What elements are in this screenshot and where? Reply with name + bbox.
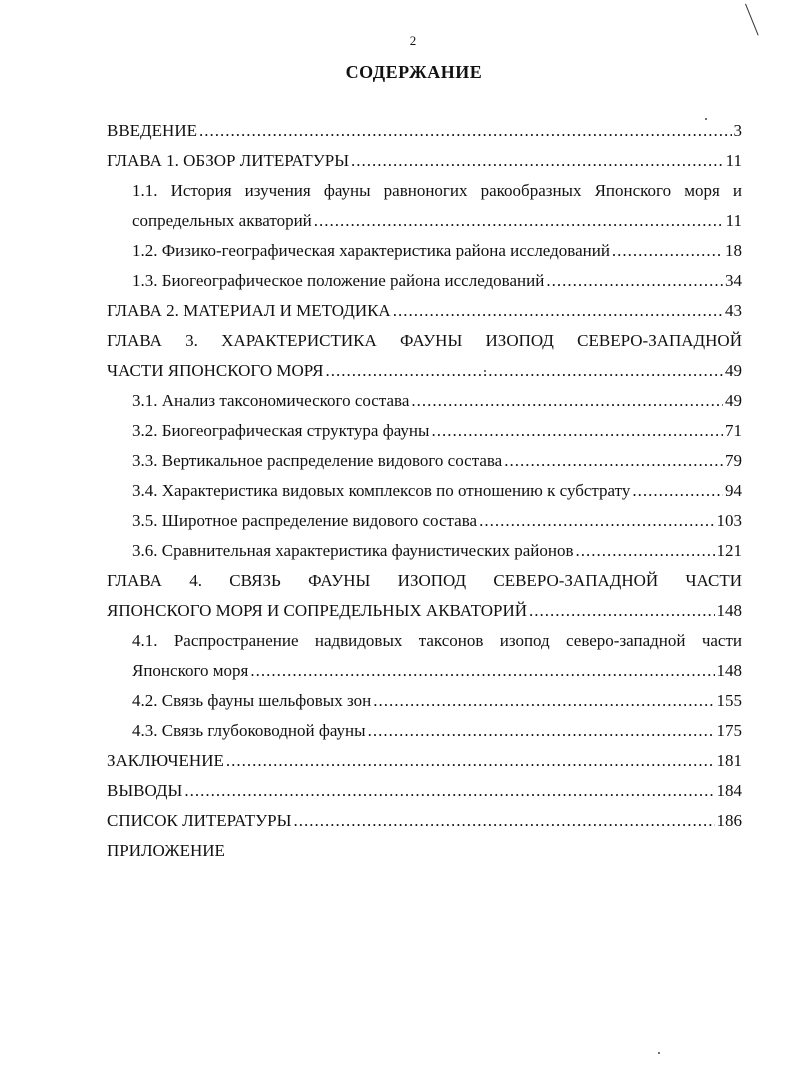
toc-page-number: 175 [716,721,742,740]
toc-entry [132,236,742,266]
toc-entry [132,476,742,506]
toc-entry-title: ЗАКЛЮЧЕНИЕ [107,751,224,770]
toc-entry [132,386,742,416]
toc-line [132,626,742,656]
toc-entry [132,716,742,746]
toc-leader-dots [411,386,723,416]
toc-entry-title: 4.1. Распространение надвидовых таксонов изопод северо-западной части [132,631,742,650]
toc-entry-title: ГЛАВА 2. МАТЕРИАЛ И МЕТОДИКА [107,301,391,320]
toc-page-number: 43 [725,301,742,320]
toc-line [107,116,742,146]
toc-page-number: 3 [733,121,742,140]
toc-entry-title: 3.6. Сравнительная характеристика фаунистических районов [132,541,574,560]
toc-entry [132,686,742,716]
toc-entry-title: 1.2. Физико-географическая характеристика района исследований [132,241,610,260]
toc-page-number: 11 [725,211,742,230]
toc-entry [132,506,742,536]
toc-entry-title: ВВЕДЕНИЕ [107,121,197,140]
toc-leader-dots [393,296,723,326]
toc-line [132,386,742,416]
toc-entry-title: 3.4. Характеристика видовых комплексов по отношению к субстрату [132,481,631,500]
toc-line [107,596,742,626]
toc-leader-dots [368,716,715,746]
toc-entry-title: 4.3. Связь глубоководной фауны [132,721,366,740]
toc-leader-dots [479,506,714,536]
toc-entry [107,806,742,836]
toc-leader-dots [325,356,723,386]
toc-leader-dots [199,116,732,146]
toc-page-number: 49 [725,361,742,380]
toc-entry [107,116,742,146]
toc-page-number: 94 [725,481,742,500]
toc-page-number: 184 [716,781,742,800]
toc-page-number: 11 [725,151,742,170]
toc-page-number: 71 [725,421,742,440]
toc-leader-dots [226,746,715,776]
toc-entry-title: 3.5. Широтное распределение видового состава [132,511,478,530]
toc-entry [132,446,742,476]
toc-page-number: 148 [716,601,742,620]
toc-line [132,716,742,746]
toc-leader-dots [250,656,714,686]
toc-line [107,746,742,776]
toc-entry-title: 3.2. Биогеографическая структура фауны [132,421,430,440]
toc-leader-dots [632,476,723,506]
toc-line [107,356,742,386]
toc-line [107,146,742,176]
table-of-contents [107,116,742,866]
toc-line [107,296,742,326]
toc-line [132,236,742,266]
toc-entry [107,566,742,626]
toc-entry [107,146,742,176]
toc-line [132,476,742,506]
toc-leader-dots [314,206,724,236]
toc-line [132,506,742,536]
page-number: 2 [409,33,417,48]
toc-entry-title: ВЫВОДЫ [107,781,183,800]
toc-line [132,416,742,446]
toc-entry [107,746,742,776]
toc-entry [107,296,742,326]
toc-entry-title: 3.1. Анализ таксономического состава [132,391,410,410]
toc-line [107,836,742,866]
toc-page-number: 155 [716,691,742,710]
toc-line [132,686,742,716]
toc-entry-title: СПИСОК ЛИТЕРАТУРЫ [107,811,292,830]
toc-entry [132,176,742,236]
scan-speck [658,1052,660,1054]
toc-leader-dots [546,266,723,296]
toc-page-number: 181 [716,751,742,770]
toc-line [132,536,742,566]
toc-leader-dots [373,686,714,716]
toc-leader-dots [504,446,723,476]
toc-line [132,656,742,686]
toc-entry [132,266,742,296]
toc-page-number: 121 [716,541,742,560]
toc-leader-dots [184,776,714,806]
toc-entry-title: 1.1. История изучения фауны равноногих ракообразных Японского моря и [132,181,742,200]
toc-page-number: 18 [725,241,742,260]
toc-leader-dots [612,236,723,266]
toc-entry-title: 4.2. Связь фауны шельфовых зон [132,691,372,710]
toc-entry [132,416,742,446]
toc-entry-title: ЧАСТИ ЯПОНСКОГО МОРЯ [107,361,324,380]
toc-line [132,206,742,236]
toc-entry-title: ЯПОНСКОГО МОРЯ И СОПРЕДЕЛЬНЫХ АКВАТОРИЙ [107,601,528,620]
toc-page-number: 186 [716,811,742,830]
toc-entry [107,776,742,806]
toc-line [107,776,742,806]
toc-page-number: 49 [725,391,742,410]
toc-entry-title: ГЛАВА 3. ХАРАКТЕРИСТИКА ФАУНЫ ИЗОПОД СЕВЕРО-ЗАПАДНОЙ [107,331,742,350]
toc-line [132,446,742,476]
toc-line [107,326,742,356]
toc-entry-title: ПРИЛОЖЕНИЕ [107,841,225,860]
toc-entry-title: 3.3. Вертикальное распределение видового состава [132,451,503,470]
toc-entry-title: 1.3. Биогеографическое положение района исследований [132,271,545,290]
toc-page-number: 103 [716,511,742,530]
toc-entry [107,326,742,386]
toc-line [107,566,742,596]
toc-leader-dots [529,596,714,626]
toc-line [107,806,742,836]
toc-entry-title: ГЛАВА 4. СВЯЗЬ ФАУНЫ ИЗОПОД СЕВЕРО-ЗАПАДНОЙ ЧАСТИ [107,571,742,590]
toc-entry [132,626,742,686]
toc-line [132,176,742,206]
toc-leader-dots [351,146,724,176]
toc-leader-dots [293,806,714,836]
toc-entry [107,836,742,866]
toc-page-number: 148 [716,661,742,680]
page-title: СОДЕРЖАНИЕ [345,62,483,82]
toc-line [132,266,742,296]
toc-page-number: 79 [725,451,742,470]
toc-entry-title: Японского моря [132,661,249,680]
toc-leader-dots [431,416,723,446]
toc-page-number: 34 [725,271,742,290]
toc-entry-title: сопредельных акваторий [132,211,312,230]
toc-leader-dots [576,536,715,566]
toc-entry-title: ГЛАВА 1. ОБЗОР ЛИТЕРАТУРЫ [107,151,350,170]
scan-artifact-stroke [745,4,759,36]
toc-entry [132,536,742,566]
